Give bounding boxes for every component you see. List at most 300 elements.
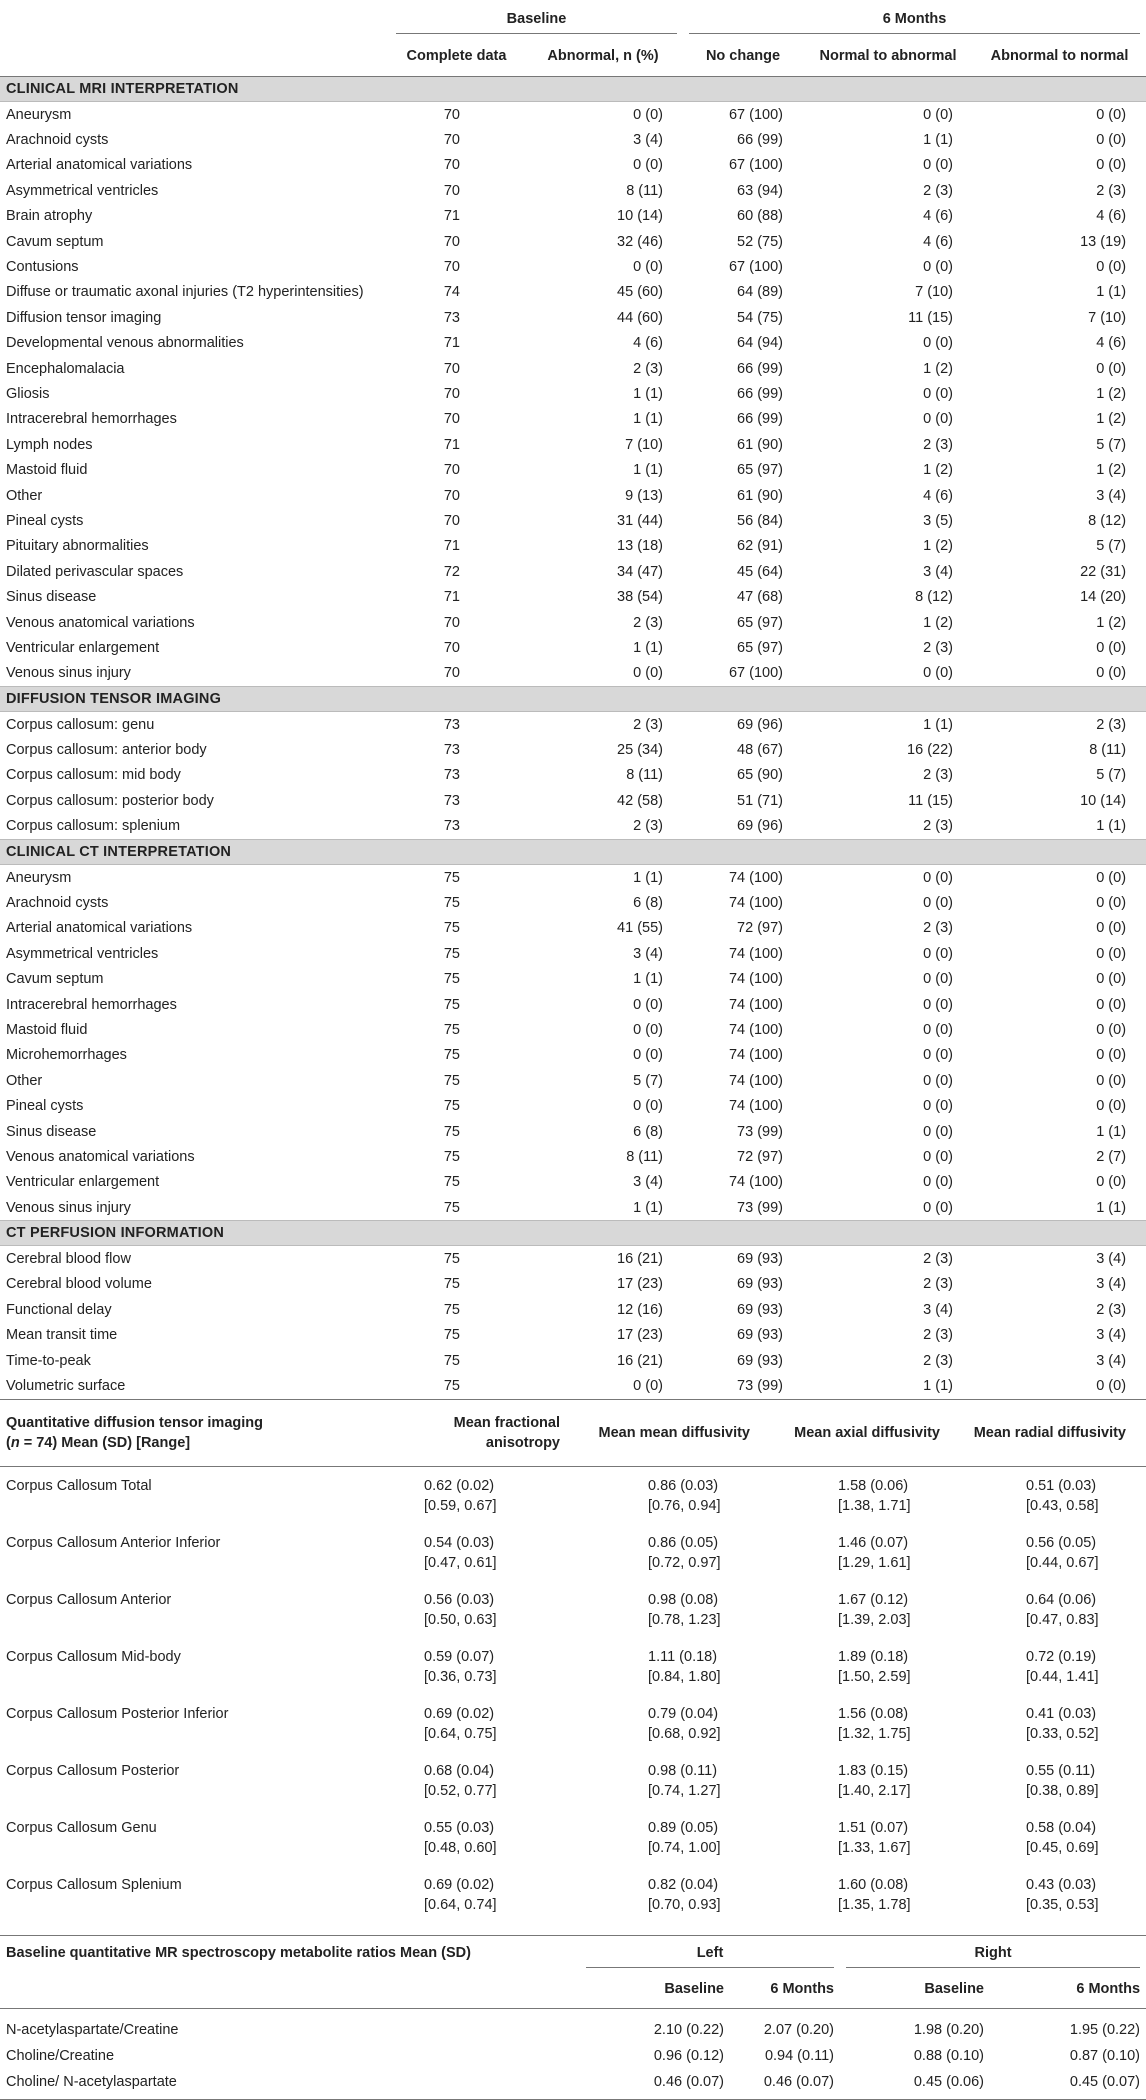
dti-header-row — [0, 1400, 1146, 1467]
table-cell: 0 (0) — [923, 1199, 953, 1216]
table-cell — [770, 1809, 960, 1866]
table-cell: 3 (4) — [1096, 1352, 1127, 1369]
table-cell: 73 — [443, 716, 460, 733]
table-row — [0, 2043, 1146, 2069]
table-cell — [580, 1695, 770, 1752]
table-cell: 1 (2) — [1096, 462, 1127, 479]
table-cell: 4 (6) — [923, 233, 953, 250]
row-label: Corpus callosum: splenium — [6, 818, 181, 835]
table-cell: 47 (68) — [737, 589, 783, 606]
cell-range: [0.43, 0.58] — [1026, 1497, 1099, 1514]
table-cell: 0 (0) — [1096, 639, 1127, 656]
table-cell: 70 — [443, 411, 460, 428]
mrs-title: Baseline quantitative MR spectroscopy metabolite ratios Mean (SD) — [6, 1944, 471, 1961]
row-label: Aneurysm — [6, 106, 72, 123]
table-cell: 73 — [443, 818, 460, 835]
cell-mean-sd: 0.89 (0.05) — [648, 1819, 719, 1836]
table-cell: 0 (0) — [923, 1021, 953, 1038]
row-label: Asymmetrical ventricles — [6, 182, 159, 199]
table-cell: 0.46 (0.07) — [763, 2073, 834, 2090]
table-cell: 1 (1) — [633, 971, 663, 988]
table-cell: 8 (12) — [915, 589, 953, 606]
table-cell: 75 — [443, 1352, 460, 1369]
cell-mean-sd: 1.67 (0.12) — [838, 1591, 909, 1608]
table-cell: 5 (7) — [1096, 767, 1127, 784]
table-row — [0, 1297, 1146, 1322]
row-label: Volumetric surface — [6, 1378, 126, 1395]
cell-mean-sd: 0.56 (0.05) — [1026, 1534, 1097, 1551]
table-cell: 0 (0) — [633, 1378, 663, 1395]
cell-range: [0.72, 0.97] — [648, 1554, 721, 1571]
table-cell: 0 (0) — [633, 665, 663, 682]
table-cell: 22 (31) — [1080, 563, 1127, 580]
table-cell: 70 — [443, 639, 460, 656]
table-cell: 75 — [443, 1148, 460, 1165]
table-cell — [770, 1524, 960, 1581]
table-row — [0, 178, 1146, 203]
table-cell: 0 (0) — [1096, 971, 1127, 988]
table-cell: 2 (3) — [923, 1352, 953, 1369]
table-cell — [390, 1524, 580, 1581]
table-cell: 75 — [443, 1251, 460, 1268]
table-cell: 75 — [443, 1021, 460, 1038]
table-cell: 75 — [443, 869, 460, 886]
table-cell: 0 (0) — [923, 869, 953, 886]
row-label: Venous anatomical variations — [6, 614, 195, 631]
section-header-row — [0, 686, 1146, 711]
cell-range: [0.70, 0.93] — [648, 1896, 721, 1913]
table-cell: 71 — [443, 208, 460, 225]
table-cell — [580, 1524, 770, 1581]
table-cell: 2.07 (0.20) — [763, 2021, 834, 2038]
table-cell: 17 (23) — [617, 1276, 663, 1293]
table-cell: 2 (3) — [1096, 182, 1127, 199]
table-cell: 75 — [443, 945, 460, 962]
row-label: Time-to-peak — [6, 1352, 91, 1369]
table-row — [0, 916, 1146, 941]
table-cell: 70 — [443, 106, 460, 123]
table-cell — [580, 1638, 770, 1695]
table-cell: 1 (1) — [1096, 284, 1127, 301]
row-label: Pituitary abnormalities — [6, 538, 149, 555]
cell-range: [0.44, 1.41] — [1026, 1668, 1099, 1685]
table-cell: 7 (10) — [625, 436, 663, 453]
mrs-group-header-row — [0, 1936, 1146, 1970]
row-label: Corpus Callosum Anterior Inferior — [6, 1534, 221, 1551]
cell-mean-sd: 0.82 (0.04) — [648, 1876, 719, 1893]
table-cell: 70 — [443, 360, 460, 377]
table-cell: 13 (18) — [617, 538, 663, 555]
table-row — [0, 1866, 1146, 1923]
table-cell — [770, 1866, 960, 1923]
row-label: Gliosis — [6, 385, 50, 402]
table-cell — [390, 1752, 580, 1809]
row-label: Mastoid fluid — [6, 1021, 88, 1038]
table-cell: 3 (4) — [1096, 487, 1127, 504]
table-cell: 2 (3) — [1096, 1301, 1127, 1318]
row-label: Mastoid fluid — [6, 462, 88, 479]
table-cell: 61 (90) — [737, 487, 783, 504]
table-cell: 0 (0) — [923, 1098, 953, 1115]
table-cell: 31 (44) — [617, 512, 663, 529]
table-cell: 74 (100) — [728, 945, 783, 962]
table-cell: 74 (100) — [728, 1098, 783, 1115]
table-cell: 74 (100) — [728, 869, 783, 886]
table-cell: 1 (1) — [633, 869, 663, 886]
cell-mean-sd: 0.98 (0.11) — [648, 1762, 718, 1779]
table-cell — [770, 1581, 960, 1638]
table-cell: 8 (11) — [626, 182, 663, 199]
cell-range: [0.64, 0.74] — [424, 1896, 497, 1913]
cell-mean-sd: 0.98 (0.08) — [648, 1591, 719, 1608]
table-cell: 67 (100) — [728, 259, 783, 276]
cell-range: [0.50, 0.63] — [424, 1611, 497, 1628]
section-title: CT PERFUSION INFORMATION — [0, 1221, 1146, 1246]
table-cell: 69 (93) — [737, 1352, 783, 1369]
cell-mean-sd: 1.56 (0.08) — [838, 1705, 909, 1722]
cell-range: [0.78, 1.23] — [648, 1611, 721, 1628]
table-cell: 73 — [443, 792, 460, 809]
cell-mean-sd: 0.51 (0.03) — [1026, 1477, 1097, 1494]
table-row — [0, 1524, 1146, 1581]
row-label: Other — [6, 1072, 43, 1089]
table-cell: 51 (71) — [737, 792, 783, 809]
cell-range: [1.29, 1.61] — [838, 1554, 911, 1571]
table-row — [0, 229, 1146, 254]
column-header: Complete data — [390, 36, 523, 77]
section-title: CLINICAL MRI INTERPRETATION — [0, 77, 1146, 102]
table-cell: 71 — [443, 589, 460, 606]
table-cell: 0.96 (0.12) — [653, 2047, 724, 2064]
cell-mean-sd: 0.79 (0.04) — [648, 1705, 719, 1722]
table-cell: 73 — [443, 767, 460, 784]
table-cell: 75 — [443, 1327, 460, 1344]
table-cell: 45 (60) — [617, 284, 663, 301]
cell-mean-sd: 0.54 (0.03) — [424, 1534, 495, 1551]
table-cell: 7 (10) — [1088, 309, 1127, 326]
table-cell: 0 (0) — [923, 335, 953, 352]
table-cell: 6 (8) — [633, 1123, 663, 1140]
cell-mean-sd: 1.46 (0.07) — [838, 1534, 909, 1551]
cell-mean-sd: 1.83 (0.15) — [838, 1762, 909, 1779]
row-label: Ventricular enlargement — [6, 1174, 160, 1191]
table-cell: 8 (12) — [1088, 512, 1127, 529]
cell-mean-sd: 0.62 (0.02) — [424, 1477, 495, 1494]
table-cell: 0 (0) — [923, 411, 953, 428]
table-cell: 1 (2) — [1096, 385, 1127, 402]
table-cell: 0 (0) — [923, 971, 953, 988]
dti-header-paren: ( — [6, 1434, 11, 1451]
column-header-row — [0, 36, 1146, 77]
cell-range: [0.48, 0.60] — [424, 1839, 497, 1856]
table-cell: 3 (4) — [1096, 1276, 1127, 1293]
table-cell: 1.95 (0.22) — [1069, 2021, 1141, 2038]
table-cell: 5 (7) — [1096, 538, 1127, 555]
table-cell: 2 (3) — [1096, 716, 1127, 733]
table-row — [0, 814, 1146, 840]
table-cell: 16 (21) — [617, 1251, 663, 1268]
table-cell: 75 — [443, 895, 460, 912]
table-cell: 0.45 (0.07) — [1069, 2073, 1141, 2090]
row-label: Venous sinus injury — [6, 665, 131, 682]
mrs-column-header-row — [0, 1970, 1146, 2009]
table-row — [0, 1373, 1146, 1398]
table-cell: 75 — [443, 996, 460, 1013]
row-label: Arachnoid cysts — [6, 132, 109, 149]
cell-mean-sd: 0.69 (0.02) — [424, 1705, 495, 1722]
row-label: Pineal cysts — [6, 1098, 84, 1115]
table-cell: 74 (100) — [728, 971, 783, 988]
row-label: Intracerebral hemorrhages — [6, 411, 177, 428]
table-cell: 69 (93) — [737, 1276, 783, 1293]
row-label: Asymmetrical ventricles — [6, 945, 159, 962]
row-label: Corpus callosum: genu — [6, 716, 155, 733]
row-label: Ventricular enlargement — [6, 639, 160, 656]
table-cell: 0 (0) — [633, 106, 663, 123]
table-row — [0, 1695, 1146, 1752]
cell-mean-sd: 1.11 (0.18) — [648, 1648, 718, 1665]
table-cell — [960, 1809, 1146, 1866]
table-row — [0, 153, 1146, 178]
cell-range: [1.35, 1.78] — [838, 1896, 911, 1913]
table-row — [0, 559, 1146, 584]
row-label: Dilated perivascular spaces — [6, 563, 184, 580]
row-label: Corpus Callosum Anterior — [6, 1591, 172, 1608]
table-row — [0, 508, 1146, 533]
table-cell — [770, 1466, 960, 1524]
table-cell: 11 (15) — [908, 309, 953, 326]
quantitative-dti-body — [0, 1466, 1146, 1935]
group-header-6-months — [683, 0, 1146, 36]
table-cell: 3 (4) — [923, 563, 953, 580]
table-cell: 64 (94) — [737, 335, 783, 352]
row-label: Sinus disease — [6, 589, 97, 606]
table-cell: 75 — [443, 1276, 460, 1293]
table-cell: 69 (93) — [737, 1301, 783, 1318]
cell-mean-sd: 0.68 (0.04) — [424, 1762, 495, 1779]
table-row — [0, 610, 1146, 635]
section-title: CLINICAL CT INTERPRETATION — [0, 839, 1146, 864]
table-cell: 71 — [443, 538, 460, 555]
table-cell: 69 (96) — [737, 716, 783, 733]
table-cell: 2 (3) — [633, 360, 663, 377]
table-row — [0, 483, 1146, 508]
table-cell: 74 (100) — [728, 1174, 783, 1191]
section-title: DIFFUSION TENSOR IMAGING — [0, 686, 1146, 711]
cell-mean-sd: 0.59 (0.07) — [424, 1648, 495, 1665]
table-row — [0, 331, 1146, 356]
table-cell: 69 (96) — [737, 818, 783, 835]
table-cell: 1 (2) — [923, 614, 953, 631]
table-cell — [390, 1581, 580, 1638]
row-label: Arterial anatomical variations — [6, 157, 193, 174]
cell-mean-sd: 1.89 (0.18) — [838, 1648, 909, 1665]
table-row — [0, 1017, 1146, 1042]
table-cell: 8 (11) — [626, 767, 663, 784]
cell-mean-sd: 0.64 (0.06) — [1026, 1591, 1097, 1608]
row-label: Aneurysm — [6, 869, 72, 886]
section-header-row — [0, 77, 1146, 102]
table-cell: 2 (3) — [923, 767, 953, 784]
table-cell: 65 (97) — [737, 639, 783, 656]
table-cell: 1 (1) — [633, 411, 663, 428]
column-header: 6 Months — [990, 1970, 1146, 2009]
table-cell: 1 (1) — [923, 132, 953, 149]
row-label: Venous sinus injury — [6, 1199, 131, 1216]
table-cell: 70 — [443, 233, 460, 250]
table-row — [0, 890, 1146, 915]
table-cell — [580, 1752, 770, 1809]
table-cell: 3 (5) — [923, 512, 953, 529]
table-cell: 0 (0) — [923, 1072, 953, 1089]
table-cell: 2 (3) — [923, 639, 953, 656]
row-label: Corpus callosum: mid body — [6, 767, 181, 784]
table-cell: 1 (2) — [1096, 614, 1127, 631]
column-header: Baseline — [580, 1970, 730, 2009]
cell-range: [0.76, 0.94] — [648, 1497, 721, 1514]
cell-mean-sd: 0.58 (0.04) — [1026, 1819, 1097, 1836]
cell-mean-sd: 0.55 (0.11) — [1026, 1762, 1096, 1779]
table-cell: 64 (89) — [737, 284, 783, 301]
table-cell — [960, 1524, 1146, 1581]
table-cell: 67 (100) — [728, 106, 783, 123]
column-header: Mean mean diffusivity — [580, 1400, 770, 1467]
table-cell: 70 — [443, 182, 460, 199]
table-cell: 0 (0) — [1096, 1072, 1127, 1089]
cell-range: [0.38, 0.89] — [1026, 1782, 1099, 1799]
table-cell: 4 (6) — [923, 208, 953, 225]
table-row — [0, 1323, 1146, 1348]
table-cell: 0 (0) — [1096, 1378, 1127, 1395]
table-cell: 1.98 (0.20) — [913, 2021, 984, 2038]
row-label: Choline/Creatine — [6, 2047, 115, 2064]
table-cell: 70 — [443, 385, 460, 402]
table-cell: 66 (99) — [737, 132, 783, 149]
table-cell: 1 (1) — [633, 462, 663, 479]
table-cell: 3 (4) — [633, 132, 663, 149]
table-cell: 74 (100) — [728, 895, 783, 912]
table-cell: 0 (0) — [923, 665, 953, 682]
cell-range: [1.40, 2.17] — [838, 1782, 911, 1799]
empty-header-cell — [0, 1970, 580, 2009]
cell-range: [0.36, 0.73] — [424, 1668, 497, 1685]
table-cell: 0.46 (0.07) — [653, 2073, 724, 2090]
table-cell: 0 (0) — [1096, 106, 1127, 123]
table-cell: 74 (100) — [728, 996, 783, 1013]
table-cell: 48 (67) — [737, 742, 783, 759]
cell-range: [0.74, 1.27] — [648, 1782, 721, 1799]
table-cell: 3 (4) — [1096, 1251, 1127, 1268]
table-row — [0, 280, 1146, 305]
column-header: Baseline — [840, 1970, 990, 2009]
table-cell: 75 — [443, 920, 460, 937]
categorical-findings-body — [0, 77, 1146, 1400]
table-cell: 66 (99) — [737, 411, 783, 428]
cell-range: [0.35, 0.53] — [1026, 1896, 1099, 1913]
table-cell: 8 (11) — [626, 1148, 663, 1165]
table-cell: 1 (2) — [923, 360, 953, 377]
table-cell: 0 (0) — [923, 1123, 953, 1140]
table-cell: 0 (0) — [1096, 869, 1127, 886]
table-cell — [960, 1752, 1146, 1809]
column-header: Mean radial diffusivity — [960, 1400, 1146, 1467]
table-cell: 0 (0) — [1096, 132, 1127, 149]
table-cell: 0 (0) — [923, 106, 953, 123]
table-cell: 70 — [443, 157, 460, 174]
cell-range: [0.45, 0.69] — [1026, 1839, 1099, 1856]
row-label: Arachnoid cysts — [6, 895, 109, 912]
cell-mean-sd: 0.43 (0.03) — [1026, 1876, 1097, 1893]
table-cell — [770, 1638, 960, 1695]
table-cell: 65 (97) — [737, 614, 783, 631]
table-cell: 6 (8) — [633, 895, 663, 912]
row-label: Corpus Callosum Posterior — [6, 1762, 180, 1779]
table-cell: 0 (0) — [1096, 665, 1127, 682]
table-cell: 0 (0) — [923, 1047, 953, 1064]
table-row — [0, 1144, 1146, 1169]
table-cell: 7 (10) — [915, 284, 953, 301]
column-header: Normal to abnormal — [803, 36, 973, 77]
table-row — [0, 1068, 1146, 1093]
row-label: Arterial anatomical variations — [6, 920, 193, 937]
table-cell — [770, 1752, 960, 1809]
table-cell: 4 (6) — [1096, 335, 1127, 352]
table-row — [0, 941, 1146, 966]
table-cell: 74 — [443, 284, 460, 301]
table-row — [0, 967, 1146, 992]
table-cell: 1 (1) — [923, 716, 953, 733]
cell-mean-sd: 0.56 (0.03) — [424, 1591, 495, 1608]
table-cell: 38 (54) — [617, 589, 663, 606]
table-cell: 4 (6) — [1096, 208, 1127, 225]
table-row — [0, 635, 1146, 660]
cell-mean-sd: 1.60 (0.08) — [838, 1876, 909, 1893]
row-label: Corpus callosum: posterior body — [6, 792, 214, 809]
row-label: Mean transit time — [6, 1327, 118, 1344]
table-row — [0, 457, 1146, 482]
table-cell: 0 (0) — [923, 385, 953, 402]
table-cell: 2 (3) — [923, 1251, 953, 1268]
table-cell: 2 (3) — [633, 614, 663, 631]
table-cell: 0 (0) — [1096, 259, 1127, 276]
cell-range: [1.33, 1.67] — [838, 1839, 911, 1856]
row-label: Cerebral blood volume — [6, 1276, 152, 1293]
row-label: Brain atrophy — [6, 208, 93, 225]
table-cell: 73 — [443, 742, 460, 759]
table-cell: 70 — [443, 614, 460, 631]
table-cell: 56 (84) — [737, 512, 783, 529]
table-row — [0, 737, 1146, 762]
table-cell: 12 (16) — [617, 1301, 663, 1318]
dti-header-n: n — [10, 1434, 20, 1451]
rule-cell — [0, 1923, 1146, 1936]
table-cell: 4 (6) — [633, 335, 663, 352]
cell-mean-sd: 1.58 (0.06) — [838, 1477, 909, 1494]
table-rule — [0, 1923, 1146, 1936]
table-cell: 5 (7) — [633, 1072, 663, 1089]
table-cell: 70 — [443, 665, 460, 682]
table-cell: 2 (3) — [923, 182, 953, 199]
table-row — [0, 356, 1146, 381]
cell-range: [0.59, 0.67] — [424, 1497, 497, 1514]
table-cell — [390, 1809, 580, 1866]
row-label: Sinus disease — [6, 1123, 97, 1140]
table-cell: 0 (0) — [923, 1148, 953, 1165]
table-cell: 61 (90) — [737, 436, 783, 453]
table-row — [0, 1466, 1146, 1524]
table-cell: 1 (1) — [1096, 818, 1127, 835]
table-row — [0, 661, 1146, 687]
